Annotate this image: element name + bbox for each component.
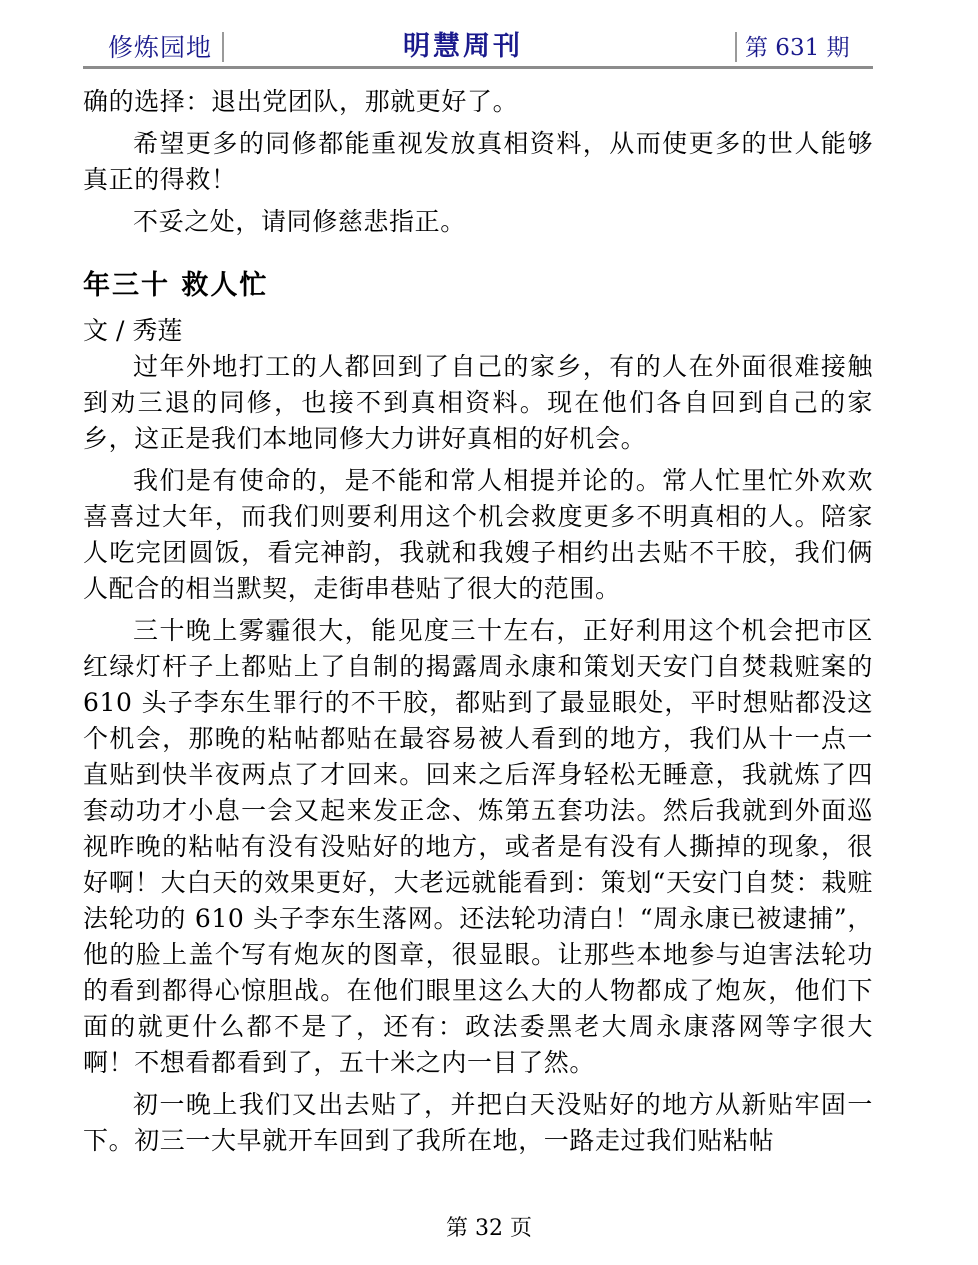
header-divider	[735, 32, 737, 62]
article-paragraph: 三十晚上雾霾很大，能见度三十左右，正好利用这个机会把市区红绿灯杆子上都贴上了自制的揭露周永康和策划天安门自焚栽赃案的 610 头子李东生罪行的不干胶，都贴到了最显眼处，平时想贴都没这个机会，那晚的粘帖都贴在最容易被人看到的地方，我们从十一点一直贴到快半夜两点了才回来。回来之后浑身轻松无睡意，我就炼了四套动功才小息一会又起来发正念、炼第五套功法。然后我就到外面巡视昨晚的粘帖有没有没贴好的地方，或者是有没有人撕掉的现象，很好啊！大白天的效果更好，大老远就能看到：策划“天安门自焚：栽赃法轮功的 610 头子李东生落网。还法轮功清白！“周永康已被逮捕”，他的脸上盖个写有炮灰的图章，很显眼。让那些本地参与迫害法轮功的看到都得心惊胆战。在他们眼里这么大的人物都成了炮灰，他们下面的就更什么都不是了，还有：政法委黑老大周永康落网等字很大啊！不想看都看到了，五十米之内一目了然。	[83, 616, 873, 1077]
section-label: 修炼园地	[108, 33, 213, 62]
page-header	[83, 22, 873, 68]
closing-note: 不妥之处，请同修慈悲指正。	[133, 207, 466, 236]
article-title: 年三十 救人忙	[83, 270, 269, 301]
header-divider	[222, 32, 224, 62]
article-paragraph: 过年外地打工的人都回到了自己的家乡，有的人在外面很难接触到劝三退的同修，也接不到真相资料。现在他们各自回到自己的家乡，这正是我们本地同修大力讲好真相的好机会。	[83, 352, 873, 453]
header-rule	[83, 66, 873, 69]
closing-paragraph: 希望更多的同修都能重视发放真相资料，从而使更多的世人能够真正的得救！	[83, 129, 873, 194]
page-number: 第 32 页	[446, 1216, 532, 1241]
continued-paragraph: 确的选择：退出党团队，那就更好了。	[83, 87, 519, 116]
page-content	[83, 84, 873, 1159]
issue-number: 第 631 期	[745, 35, 850, 61]
publication-title: 明慧周刊	[403, 31, 523, 62]
article-paragraph: 我们是有使命的，是不能和常人相提并论的。常人忙里忙外欢欢喜喜过大年，而我们则要利用这个机会救度更多不明真相的人。陪家人吃完团圆饭，看完神韵，我就和我嫂子相约出去贴不干胶，我们俩人配合的相当默契，走街串巷贴了很大的范围。	[83, 466, 873, 603]
article-paragraph: 初一晚上我们又出去贴了，并把白天没贴好的地方从新贴牢固一下。初三一大早就开车回到了我所在地，一路走过我们贴粘帖	[83, 1090, 873, 1155]
article-author: 文 / 秀莲	[83, 316, 183, 345]
